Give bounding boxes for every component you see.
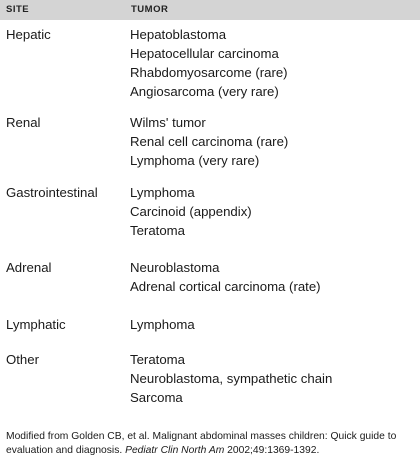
tumor-item: Rhabdomyosarcome (rare) xyxy=(130,65,288,80)
site-label: Lymphatic xyxy=(6,317,66,332)
tumor-item: Carcinoid (appendix) xyxy=(130,204,252,219)
tumor-item: Teratoma xyxy=(130,223,185,238)
tumor-list xyxy=(130,350,332,407)
tumor-item: Hepatocellular carcinoma xyxy=(130,46,279,61)
source-footnote xyxy=(6,430,416,458)
footnote-text: Modified from Golden CB, et al. Malignant abdominal masses children: Quick guide to evaluation and diagnosis. xyxy=(6,431,397,456)
tumor-item: Adrenal cortical carcinoma (rate) xyxy=(130,279,321,294)
column-header-tumor: TUMOR xyxy=(131,4,169,15)
tumor-list xyxy=(130,113,288,170)
tumor-item: Lymphoma xyxy=(130,317,195,332)
tumor-item: Renal cell carcinoma (rare) xyxy=(130,134,289,149)
column-header-site: SITE xyxy=(6,4,30,15)
table-header xyxy=(0,0,420,20)
footnote-citation: 2002;49:1369-1392. xyxy=(224,445,320,456)
site-label: Gastrointestinal xyxy=(6,185,98,200)
site-label: Renal xyxy=(6,115,41,130)
tumor-item: Neuroblastoma, sympathetic chain xyxy=(130,371,333,386)
site-label: Adrenal xyxy=(6,260,52,275)
tumor-item: Lymphoma (very rare) xyxy=(130,153,260,168)
tumor-item: Wilms' tumor xyxy=(130,115,206,130)
tumor-item: Teratoma xyxy=(130,352,185,367)
site-label: Hepatic xyxy=(6,27,51,42)
tumor-list xyxy=(130,25,288,101)
site-label: Other xyxy=(6,352,39,367)
tumor-list xyxy=(130,315,195,334)
tumor-list xyxy=(130,183,252,240)
tumor-item: Neuroblastoma xyxy=(130,260,220,275)
tumor-item: Sarcoma xyxy=(130,390,183,405)
tumor-list xyxy=(130,258,321,296)
tumor-item: Hepatoblastoma xyxy=(130,27,227,42)
footnote-journal: Pediatr Clin North Am xyxy=(125,445,225,456)
tumor-item: Lymphoma xyxy=(130,185,195,200)
tumor-item: Angiosarcoma (very rare) xyxy=(130,84,279,99)
